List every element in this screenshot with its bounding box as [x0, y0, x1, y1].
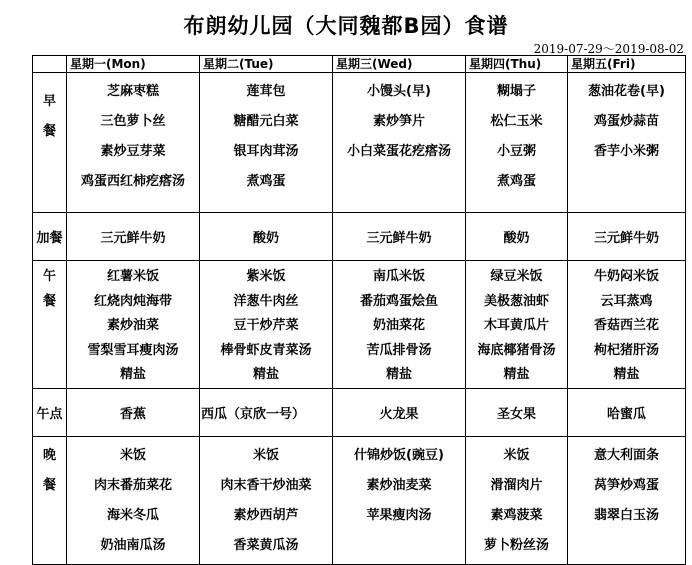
dish: 米饭	[252, 447, 279, 463]
dish: 雪梨雪耳瘦肉汤	[87, 342, 179, 358]
dish: 苦瓜排骨汤	[366, 342, 432, 358]
dish: 糊塌子	[496, 84, 536, 99]
day-header: 星期五(Fri)	[568, 56, 686, 73]
dish: 南瓜米饭	[372, 269, 425, 284]
dish: 肉末香干炒油菜	[220, 477, 312, 493]
dish: 棒骨虾皮青菜汤	[220, 342, 312, 358]
menu-cell	[200, 436, 333, 564]
dinner-row	[33, 436, 686, 564]
menu-cell	[466, 261, 568, 389]
dish: 三色萝卜丝	[100, 114, 166, 129]
menu-cell	[200, 261, 333, 389]
menu-cell	[67, 388, 200, 436]
header-row	[33, 56, 686, 73]
dish: 滑溜肉片	[490, 477, 543, 493]
dish: 番茄鸡蛋烩鱼	[359, 293, 438, 309]
dish: 精盐	[503, 367, 530, 382]
dish: 肉末番茄菜花	[93, 477, 172, 493]
dish: 莲茸包	[246, 84, 286, 99]
meal-label-snack-pm: 午点	[33, 388, 67, 436]
dish: 煮鸡蛋	[246, 174, 286, 189]
menu-cell	[466, 73, 568, 213]
dish: 云耳蒸鸡	[600, 293, 653, 309]
dish: 香菇西兰花	[593, 318, 659, 333]
dish: 松仁玉米	[490, 114, 543, 129]
dish: 火龙果	[379, 406, 419, 422]
dish: 海米冬瓜	[106, 507, 159, 523]
menu-cell	[568, 436, 686, 564]
menu-cell	[568, 73, 686, 213]
menu-cell	[67, 73, 200, 213]
menu-cell	[333, 213, 466, 261]
dish: 香蕉	[119, 406, 146, 422]
menu-cell	[333, 261, 466, 389]
menu-cell	[333, 436, 466, 564]
dish: 意大利面条	[593, 447, 659, 463]
dish: 芝麻枣糕	[106, 84, 159, 99]
dish: 美极葱油虾	[483, 293, 549, 309]
day-header: 星期二(Tue)	[200, 56, 333, 73]
menu-cell	[67, 261, 200, 389]
dish: 素炒油菜	[106, 318, 159, 333]
dish: 素鸡菠菜	[490, 507, 543, 523]
dish: 酸奶	[252, 231, 279, 246]
menu-cell	[200, 73, 333, 213]
dish: 莴笋炒鸡蛋	[593, 477, 659, 493]
snack-pm-row	[33, 388, 686, 436]
dish: 苹果瘦肉汤	[366, 507, 432, 523]
dish: 奶油南瓜汤	[100, 537, 166, 553]
meal-label-breakfast: 早 餐	[33, 73, 67, 213]
dish: 鸡蛋西红柿疙瘩汤	[80, 174, 185, 189]
menu-cell	[466, 436, 568, 564]
menu-cell	[67, 213, 200, 261]
corner-cell	[33, 56, 67, 73]
dish: 精盐	[119, 367, 146, 382]
dish: 西瓜（京欣一号）	[201, 406, 306, 422]
dish: 洋葱牛肉丝	[233, 293, 299, 309]
dish: 素炒西胡芦	[233, 507, 299, 523]
date-range: 2019-07-29～2019-08-02	[533, 42, 684, 56]
dish: 绿豆米饭	[490, 269, 543, 284]
breakfast-row	[33, 73, 686, 213]
dish: 圣女果	[496, 406, 536, 422]
dish: 糖醋元白菜	[233, 114, 299, 129]
meal-label-dinner: 晚 餐	[33, 436, 67, 564]
dish: 海底椰猪骨汤	[477, 342, 556, 358]
dish: 三元鲜牛奶	[593, 231, 659, 246]
meal-label-snack-am: 加餐	[33, 213, 67, 261]
dish: 米饭	[119, 447, 146, 463]
dish: 银耳肉茸汤	[233, 144, 299, 159]
dish: 小豆粥	[496, 144, 536, 159]
menu-cell	[333, 388, 466, 436]
dish: 豆干炒芹菜	[233, 318, 299, 333]
dish: 小白菜蛋花疙瘩汤	[346, 144, 451, 159]
dish: 葱油花卷(早)	[588, 84, 665, 99]
menu-cell	[67, 436, 200, 564]
menu-cell	[466, 213, 568, 261]
dish: 小馒头(早)	[367, 84, 431, 99]
dish: 香菜黄瓜汤	[233, 537, 299, 553]
dish: 素炒笋片	[372, 114, 425, 129]
menu-cell	[568, 261, 686, 389]
menu-cell	[200, 213, 333, 261]
dish: 鸡蛋炒蒜苗	[593, 114, 659, 129]
menu-cell	[568, 388, 686, 436]
dish: 翡翠白玉汤	[593, 507, 659, 523]
menu-cell	[466, 388, 568, 436]
dish: 素炒油麦菜	[366, 477, 432, 493]
dish: 香芋小米粥	[593, 144, 659, 159]
dish: 精盐	[252, 367, 279, 382]
day-header: 星期四(Thu)	[466, 56, 568, 73]
meal-label-lunch: 午 餐	[33, 261, 67, 389]
dish: 三元鲜牛奶	[366, 231, 432, 246]
dish: 奶油菜花	[372, 318, 425, 333]
dish: 素炒豆芽菜	[100, 144, 166, 159]
menu-cell	[200, 388, 333, 436]
dish: 精盐	[613, 367, 640, 382]
dish: 煮鸡蛋	[496, 174, 536, 189]
page-title: 布朗幼儿园（大同魏都B园）食谱	[183, 14, 509, 38]
dish: 什锦炒饭(豌豆)	[354, 447, 444, 463]
dish: 精盐	[385, 367, 412, 382]
dish: 枸杞猪肝汤	[593, 342, 659, 358]
snack-am-row	[33, 213, 686, 261]
menu-table	[32, 55, 686, 565]
dish: 红烧肉炖海带	[93, 293, 172, 309]
menu-cell	[568, 213, 686, 261]
dish: 萝卜粉丝汤	[483, 537, 549, 553]
dish: 紫米饭	[246, 269, 286, 284]
dish: 木耳黄瓜片	[483, 318, 549, 333]
dish: 三元鲜牛奶	[100, 231, 166, 246]
menu-cell	[333, 73, 466, 213]
dish: 酸奶	[503, 231, 530, 246]
dish: 红薯米饭	[106, 269, 159, 284]
day-header: 星期三(Wed)	[333, 56, 466, 73]
dish: 哈蜜瓜	[606, 406, 646, 422]
day-header: 星期一(Mon)	[67, 56, 200, 73]
lunch-row	[33, 261, 686, 389]
dish: 米饭	[503, 447, 530, 463]
dish: 牛奶闷米饭	[593, 269, 659, 284]
